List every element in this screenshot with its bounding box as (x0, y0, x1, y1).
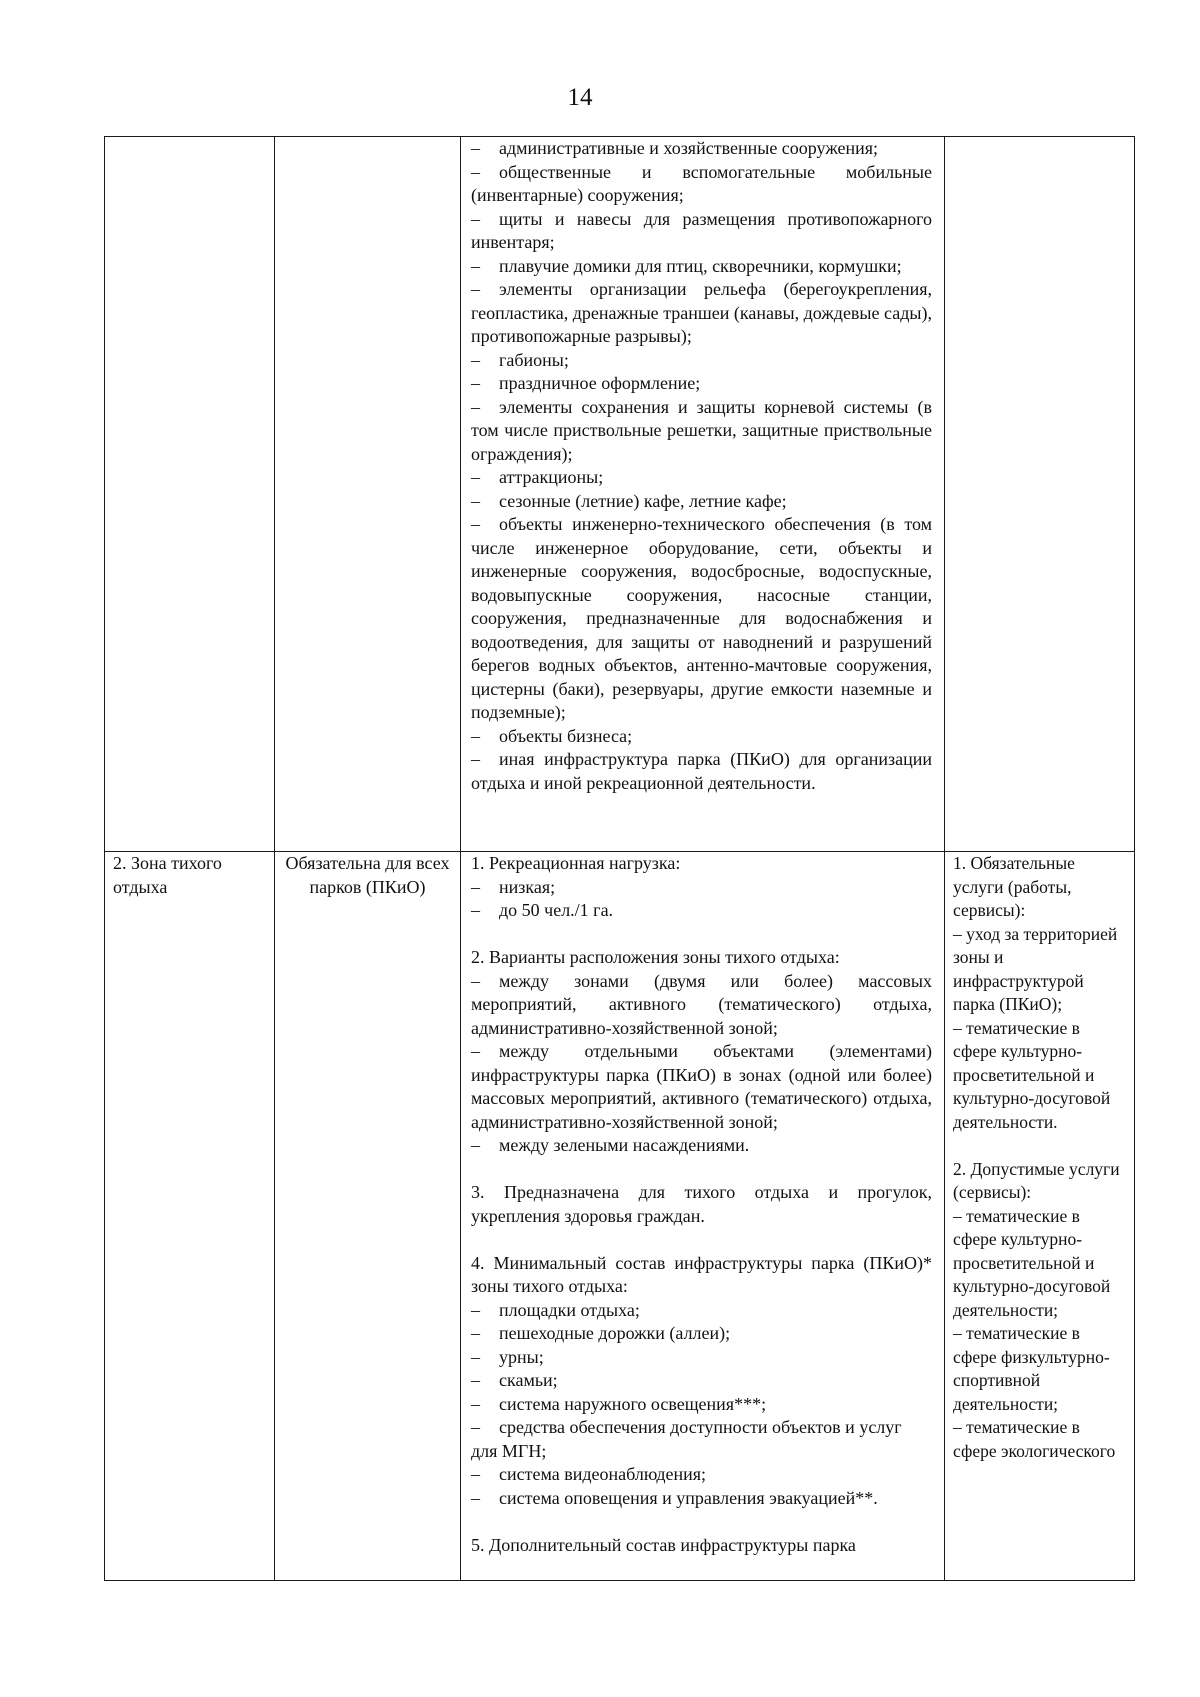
list-item: – средства обеспечения доступности объектов и услуг для МГН; (471, 1417, 902, 1461)
list-item: – иная инфраструктура парка (ПКиО) для организации отдыха и иной рекреационной деятельности. (471, 749, 932, 793)
list-item: – плавучие домики для птиц, скворечники, кормушки; (471, 255, 902, 276)
list-item: – габионы; (471, 349, 569, 370)
list-item: – сезонные (летние) кафе, летние кафе; (471, 490, 787, 511)
list-item: – между отдельными объектами (элементами) инфраструктуры парка (ПКиО) в зонах (одной или более) массовых мероприятий, активного (тематического) отдыха, административно-хозяйственной зоной; (471, 1041, 932, 1132)
list-item: – тематические в сфере культурно-просветительной и культурно-досуговой деятельности; (953, 1205, 1111, 1320)
list-item: – административные и хозяйственные сооружения; (471, 138, 879, 158)
list-item: – элементы сохранения и защиты корневой системы (в том числе приствольные решетки, защитные приствольные ограждения); (471, 396, 932, 464)
mandatory-text: Обязательна для всех парков (ПКиО) (285, 853, 450, 897)
table-row (105, 137, 1135, 852)
zone-cell (105, 137, 275, 852)
table-row (105, 852, 1135, 1581)
list-item: – площадки отдыха; (471, 1299, 640, 1320)
list-item: – скамьи; (471, 1370, 558, 1390)
list-item: – тематические в сфере физкультурно-спортивной деятельности; (953, 1323, 1110, 1414)
section-title: 4. Минимальный состав инфраструктуры парка (ПКиО)* зоны тихого отдыха: (471, 1252, 932, 1296)
mandatory-cell (275, 137, 461, 852)
list-item: – элементы организации рельефа (берегоукрепления, геопластика, дренажные траншеи (канавы, дождевые сады), противопожарные разрывы); (471, 279, 932, 346)
services-cell (945, 852, 1135, 1581)
section-title: 5. Дополнительный состав инфраструктуры парка (471, 1534, 856, 1555)
list-item: – аттракционы; (471, 467, 604, 487)
services-cell (945, 137, 1135, 852)
list-item: – тематические в сфере культурно-просветительной и культурно-досуговой деятельности. (953, 1017, 1111, 1132)
list-item: – система видеонаблюдения; (471, 1464, 707, 1484)
list-item: – между зелеными насаждениями. (471, 1135, 750, 1155)
list-item: – тематические в сфере экологического (953, 1417, 1116, 1461)
list-item: – общественные и вспомогательные мобильные (инвентарные) сооружения; (471, 161, 932, 205)
page-number: 14 (567, 84, 593, 111)
zones-table (104, 136, 1135, 1581)
list-item: – щиты и навесы для размещения противопожарного инвентаря; (471, 208, 932, 252)
services-title: 1. Обязательные услуги (работы, сервисы): (953, 853, 1075, 920)
section-title: 2. Варианты расположения зоны тихого отдыха: (471, 947, 840, 967)
list-item: – система оповещения и управления эвакуацией**. (471, 1487, 878, 1508)
description-cell (461, 852, 945, 1581)
list-item: – уход за территорией зоны и инфраструктурой парка (ПКиО); (953, 923, 1118, 1014)
list-item: – урны; (471, 1346, 544, 1367)
list-item: – объекты инженерно-технического обеспечения (в том числе инженерное оборудование, сети, объекты и инженерные сооружения, водосбросные, водоспускные, водовыпускные сооружения, насосные станции, сооружения, предназначенные для водоснабжения и водоотведения, для защиты от наводнений и разрушений берегов водных объектов, антенно-мачтовые сооружения, цистерны (баки), резервуары, другие емкости наземные и подземные); (471, 514, 932, 722)
zone-cell (105, 852, 275, 1581)
list-item: – пешеходные дорожки (аллеи); (471, 1323, 731, 1343)
mandatory-cell (275, 852, 461, 1581)
list-item: – праздничное оформление; (471, 373, 701, 393)
infrastructure-cell (461, 137, 945, 852)
list-item: – низкая; (471, 876, 556, 897)
section-text: 3. Предназначена для тихого отдыха и прогулок, укрепления здоровья граждан. (471, 1182, 932, 1226)
section-title: 1. Рекреационная нагрузка: (471, 853, 681, 873)
zone-name: 2. Зона тихого отдыха (113, 853, 222, 897)
list-item: – до 50 чел./1 га. (471, 900, 614, 920)
list-item: – система наружного освещения***; (471, 1393, 767, 1414)
list-item: – между зонами (двумя или более) массовых мероприятий, активного (тематического) отдыха, административно-хозяйственной зоной; (471, 970, 932, 1038)
list-item: – объекты бизнеса; (471, 725, 633, 746)
services-title: 2. Допустимые услуги (сервисы): (953, 1158, 1120, 1202)
